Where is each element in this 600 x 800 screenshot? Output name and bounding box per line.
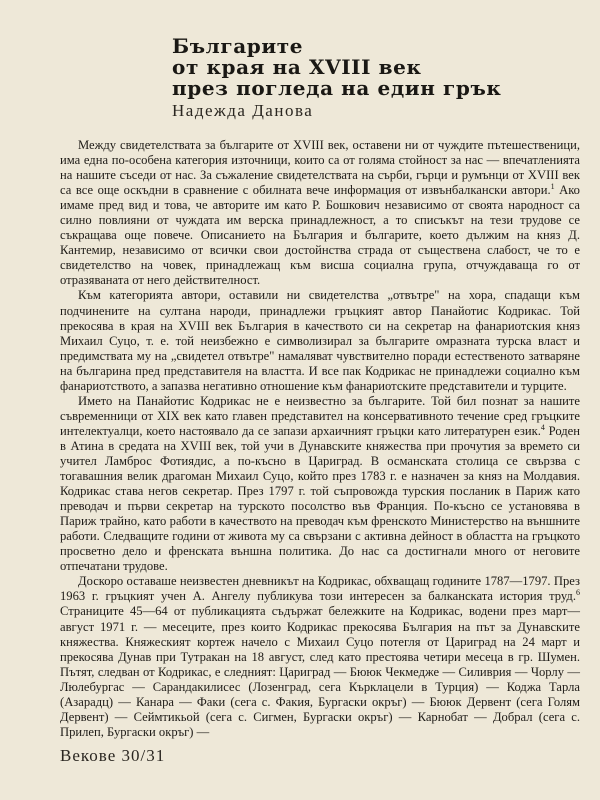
article-title [172, 36, 582, 99]
title-line-1: Българите [172, 34, 304, 58]
paragraph [60, 574, 580, 740]
paragraph-text: Името на Панайотис Кодрикас не е неизвестно за българите. Той бил познат за нашите съвременници от XIX век като главен представител на консервативното течение сред гръцките интелектуалци, което настоявало да се запази архаичният гръцки като литературен език. [60, 393, 580, 438]
paragraph [60, 288, 580, 393]
paragraph-text: Към категорията автори, оставили ни свидетелства „отвътре" на хора, спадащи към подчинените на султана народи, принадлежи гръцкият автор Панайотис Кодрикас. Той прекосява в края на XVIII век България в качеството си на секретар на фанариотския княз Михаил Суцо, т. е. той неизбежно е символизирал за българите омразната турска власт и предимствата му на „свидетел отвътре" намаляват чувствително поради естественото затваряне на българина пред представителя на властта. И все пак Кодрикас не принадлежи социално към фанариотството, а запазва негативно отношение към фанариотските представители и турците. [60, 288, 580, 393]
paragraph [60, 138, 580, 288]
title-line-3: през погледа на един грък [172, 76, 502, 100]
paragraph-text: Доскоро оставаше неизвестен дневникът на Кодрикас, обхващащ годините 1787—1797. През 1963 г. гръцкият учен А. Ангелу публикува този интересен за балканската история труд. [60, 574, 580, 604]
page-footer: Векове 30/31 [60, 746, 166, 765]
footnote-ref: 1 [550, 181, 555, 191]
paragraph [60, 394, 580, 575]
article-author: Надежда Данова [172, 101, 314, 120]
paragraph-text: Страниците 45—64 от публикацията съдържат бележките на Кодрикас, водени през март—август 1971 г. — месеците, през които Кодрикас прекосява България на път за Дунавските княжества. Княжеският кортеж начело с Михаил Суцо потегля от Цариград на 24 март и прекосява Дунав при Тутракан на 18 август, след като престоява четири месеца в гр. Шумен. Пътят, следван от Кодрикас, е следният: Цариград — Бююк Чекмедже — Силиврия — Чорлу — Люлебургас — Сарандакилисес (Лозенград, сега Кърклацели в Турция) — Коджа Тарла (Азарадц) — Канара — Факи (сега с. Факия, Бургаски окръг) — Бююк Дервент (сега Голям Дервент) — Сеймтикьой (сега с. Сигмен, Бургаски окръг) — Карнобат — Добрал (сега с. Прилеп, Бургаски окръг) — [60, 604, 580, 739]
footnote-ref: 4 [540, 422, 545, 432]
paragraph-text: Ако имаме пред вид и това, че авторите им като Р. Бошкович независимо от своята народност са силно повлияни от чуждата им верска принадлежност, а то списъкът на тези трудове се съкращава още повече. Описанието на България и българите, което дължим на княз Д. Кантемир, независимо от всички свои достойнства страда от съществена слабост, че то е свидетелство на човек, принадлежащ към висша социална група, отчуждаваща го от отразяваната от него действителност. [60, 183, 580, 288]
paragraph-text: Роден в Атина в средата на XVIII век, той учи в Дунавските княжества при прочутия за времето си учител Ламброс Фотиядис, а по-късно в Цариград. В османската столица се свързва с тогавашния велик драгоман Михаил Суцо, който през 1783 г. е назначен за княз на Молдавия. Кодрикас става негов секретар. През 1797 г. той съпровожда турския посланик в Париж като преводач и първи секретар на турското посолство във Франция. По-късно се установява в Париж трайно, като работи в качеството на преводач към френското Министерство на външните работи. Следващите години от живота му са свързани с активна дейност в областта на гръцкото просветно дело и френската външна политика. До нас са достигнали много от неговите отпечатани трудове. [60, 423, 580, 574]
article-body [60, 138, 580, 740]
title-line-2: от края на XVIII век [172, 55, 422, 79]
footnote-ref: 6 [576, 588, 580, 598]
paragraph-text: Между свидетелствата за българите от XVIII век, оставени ни от чуждите пътешественици, има една по-особена категория източници, които са от голяма стойност за нас — впечатленията на нашите съседи от нас. За съжаление свидетелствата на сърби, гърци и румънци от XVIII век са все още оскъдни в сравнение с обилната вече информация от извънбалкански автори. [60, 138, 580, 198]
